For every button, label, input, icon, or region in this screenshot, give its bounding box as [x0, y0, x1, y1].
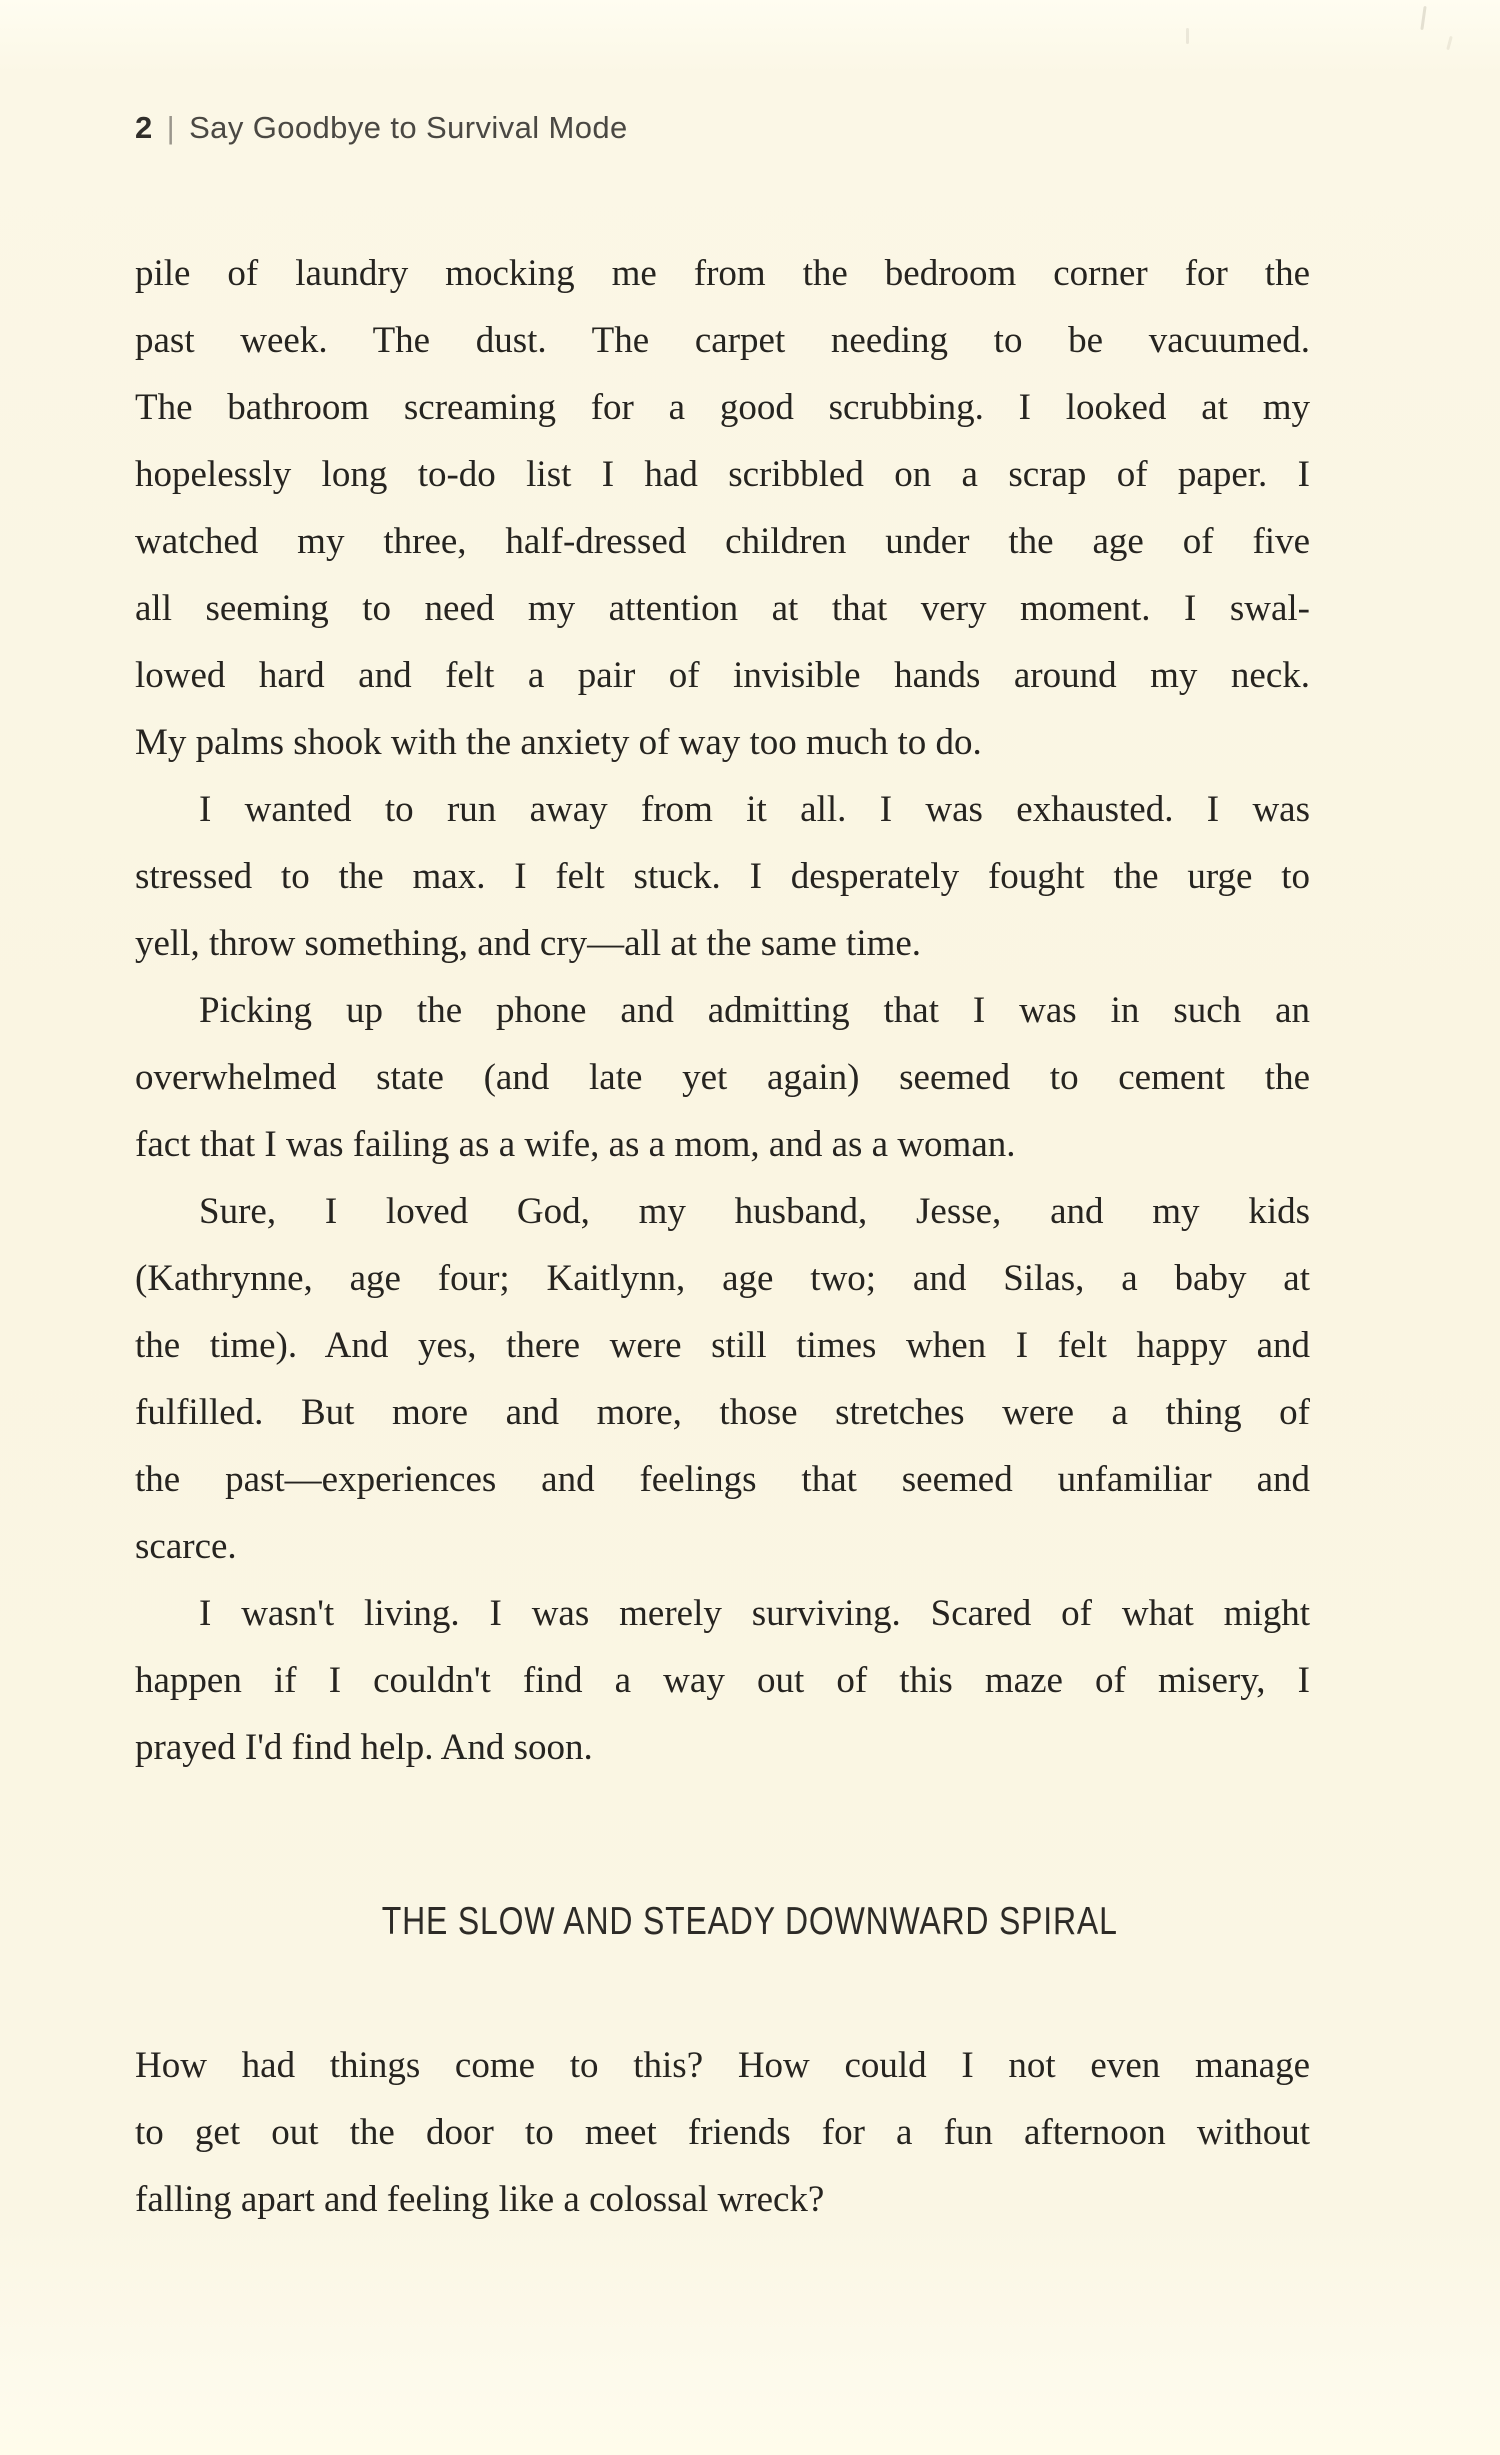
body-paragraph — [135, 1580, 1310, 1781]
text-line: How had things come to this? How could I not even manage — [135, 2045, 1310, 2086]
text-line: hopelessly long to-do list I had scribbled on a scrap of paper. I — [135, 454, 1310, 495]
text-line: pile of laundry mocking me from the bedroom corner for the — [135, 253, 1310, 294]
text-line: past week. The dust. The carpet needing to be vacuumed. — [135, 320, 1310, 361]
text-line: fact that I was failing as a wife, as a mom, and as a woman. — [135, 1124, 1016, 1165]
body-paragraph — [135, 2032, 1310, 2233]
text-line: lowed hard and felt a pair of invisible hands around my neck. — [135, 655, 1310, 696]
text-line: prayed I'd find help. And soon. — [135, 1727, 593, 1768]
running-header — [135, 108, 628, 148]
body-paragraph — [135, 240, 1310, 776]
text-line: overwhelmed state (and late yet again) seemed to cement the — [135, 1057, 1310, 1098]
text-line: The bathroom screaming for a good scrubbing. I looked at my — [135, 387, 1310, 428]
text-line: Sure, I loved God, my husband, Jesse, and my kids — [199, 1191, 1310, 1232]
text-line: fulfilled. But more and more, those stretches were a thing of — [135, 1392, 1310, 1433]
text-line: (Kathrynne, age four; Kaitlynn, age two; and Silas, a baby at — [135, 1258, 1310, 1299]
body-paragraph — [135, 1178, 1310, 1580]
body-paragraph — [135, 776, 1310, 977]
text-line: all seeming to need my attention at that very moment. I swal- — [135, 588, 1310, 629]
text-line: falling apart and feeling like a colossal wreck? — [135, 2179, 825, 2220]
body-paragraph — [135, 977, 1310, 1178]
text-line: watched my three, half-dressed children under the age of five — [135, 521, 1310, 562]
text-line: happen if I couldn't find a way out of this maze of misery, I — [135, 1660, 1310, 1701]
text-line: Picking up the phone and admitting that I was in such an — [199, 990, 1310, 1031]
section-heading: THE SLOW AND STEADY DOWNWARD SPIRAL — [382, 1900, 1118, 1943]
body-text-after-heading — [135, 2032, 1310, 2233]
text-line: I wanted to run away from it all. I was exhausted. I was — [199, 789, 1310, 830]
text-line: yell, throw something, and cry—all at the same time. — [135, 923, 922, 964]
text-line: My palms shook with the anxiety of way too much to do. — [135, 722, 982, 763]
scan-artifact — [1420, 6, 1426, 30]
text-line: I wasn't living. I was merely surviving. Scared of what might — [199, 1593, 1310, 1634]
text-line: stressed to the max. I felt stuck. I desperately fought the urge to — [135, 856, 1310, 897]
text-line: the past—experiences and feelings that seemed unfamiliar and — [135, 1459, 1310, 1500]
section-heading-wrap — [0, 1898, 1500, 1946]
body-text — [135, 240, 1310, 1781]
text-line: to get out the door to meet friends for a fun afternoon without — [135, 2112, 1310, 2153]
scan-artifact — [1186, 28, 1189, 44]
header-separator: | — [166, 110, 176, 145]
running-title: Say Goodbye to Survival Mode — [189, 110, 628, 145]
text-line: the time). And yes, there were still times when I felt happy and — [135, 1325, 1310, 1366]
text-line: scarce. — [135, 1526, 237, 1567]
page-number: 2 — [135, 110, 153, 145]
scan-artifact — [1446, 36, 1453, 50]
